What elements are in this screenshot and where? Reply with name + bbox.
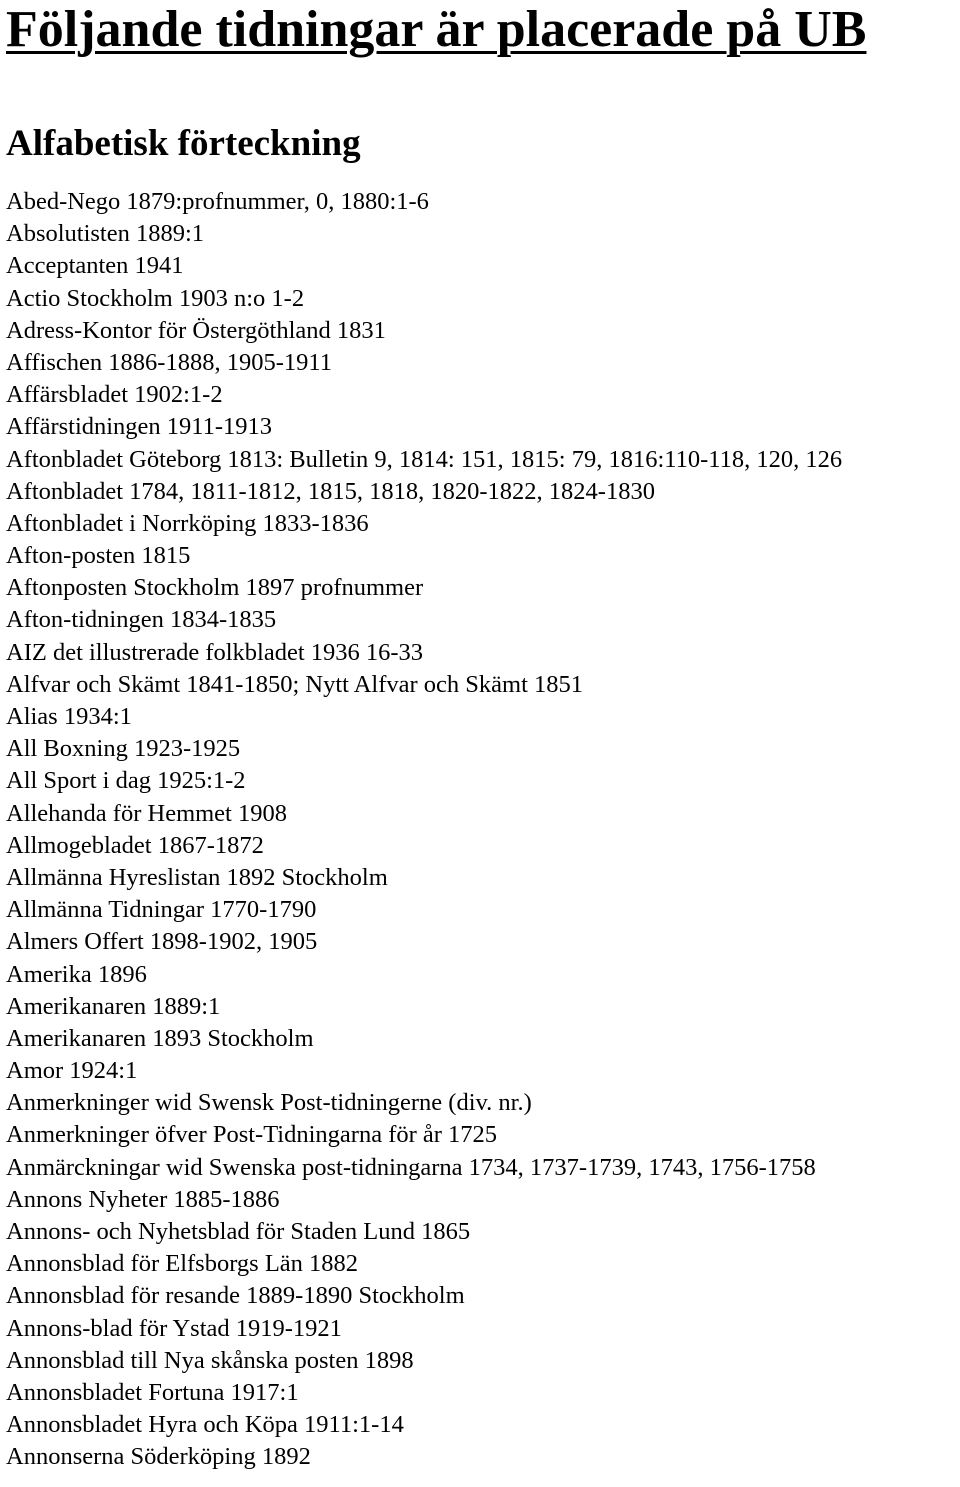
- document-page: [6, 0, 956, 1474]
- list-item: Afton-tidningen 1834-1835: [6, 606, 277, 634]
- list-item: Allmänna Hyreslistan 1892 Stockholm: [6, 863, 388, 891]
- list-item: Annonsblad till Nya skånska posten 1898: [6, 1346, 414, 1374]
- list-item: Affärstidningen 1911-1913: [6, 413, 273, 441]
- list-item: All Sport i dag 1925:1-2: [6, 767, 246, 795]
- list-item: Amerikanaren 1889:1: [6, 992, 221, 1020]
- list-item: Annonsblad för resande 1889-1890 Stockholm: [6, 1282, 465, 1310]
- list-item: Aftonbladet Göteborg 1813: Bulletin 9, 1814: 151, 1815: 79, 1816:110-118, 120, 126: [6, 445, 843, 473]
- list-item: Almers Offert 1898-1902, 1905: [6, 928, 318, 956]
- list-item: Affärsbladet 1902:1-2: [6, 381, 223, 409]
- list-item: Allmogebladet 1867-1872: [6, 831, 264, 859]
- list-item: Afton-posten 1815: [6, 542, 191, 570]
- list-item: Annonsbladet Fortuna 1917:1: [6, 1378, 299, 1406]
- list-item: Annons Nyheter 1885-1886: [6, 1185, 280, 1213]
- section-heading: Alfabetisk förteckning: [6, 123, 361, 164]
- list-item: Abed-Nego 1879:profnummer, 0, 1880:1-6: [6, 188, 429, 215]
- list-item: Actio Stockholm 1903 n:o 1-2: [6, 284, 305, 312]
- list-item: Annonsbladet Hyra och Köpa 1911:1-14: [6, 1411, 404, 1439]
- list-item: Allehanda för Hemmet 1908: [6, 799, 287, 827]
- list-item: Anmerkninger öfver Post-Tidningarna för år 1725: [6, 1121, 498, 1149]
- list-item: Annons-blad för Ystad 1919-1921: [6, 1314, 342, 1342]
- list-item: Amor 1924:1: [6, 1057, 138, 1085]
- list-item: Absolutisten 1889:1: [6, 220, 205, 248]
- list-item: Annons- och Nyhetsblad för Staden Lund 1865: [6, 1218, 471, 1245]
- list-item: Anmärckningar wid Swenska post-tidningarna 1734, 1737-1739, 1743, 1756-1758: [6, 1153, 816, 1181]
- list-item: Acceptanten 1941: [6, 252, 184, 280]
- list-item: Anmerkninger wid Swensk Post-tidningerne (div. nr.): [6, 1089, 532, 1117]
- list-item: AIZ det illustrerade folkbladet 1936 16-33: [6, 638, 424, 666]
- list-item: Amerikanaren 1893 Stockholm: [6, 1024, 314, 1052]
- list-item: Aftonbladet i Norrköping 1833-1836: [6, 509, 369, 537]
- list-item: Amerika 1896: [6, 960, 147, 988]
- list-item: Allmänna Tidningar 1770-1790: [6, 896, 317, 924]
- list-item: Annonserna Söderköping 1892: [6, 1443, 311, 1471]
- list-item: Alfvar och Skämt 1841-1850; Nytt Alfvar och Skämt 1851: [6, 670, 584, 698]
- list-item: Annonsblad för Elfsborgs Län 1882: [6, 1250, 359, 1278]
- list-item: Alias 1934:1: [6, 703, 132, 730]
- list-item: Affischen 1886-1888, 1905-1911: [6, 348, 332, 376]
- page-title: Följande tidningar är placerade på UB: [6, 1, 867, 58]
- list-item: Adress-Kontor för Östergöthland 1831: [6, 316, 386, 344]
- newspaper-list: [6, 186, 956, 1474]
- list-item: Aftonposten Stockholm 1897 profnummer: [6, 574, 424, 602]
- list-item: All Boxning 1923-1925: [6, 735, 241, 763]
- list-item: Aftonbladet 1784, 1811-1812, 1815, 1818, 1820-1822, 1824-1830: [6, 477, 655, 505]
